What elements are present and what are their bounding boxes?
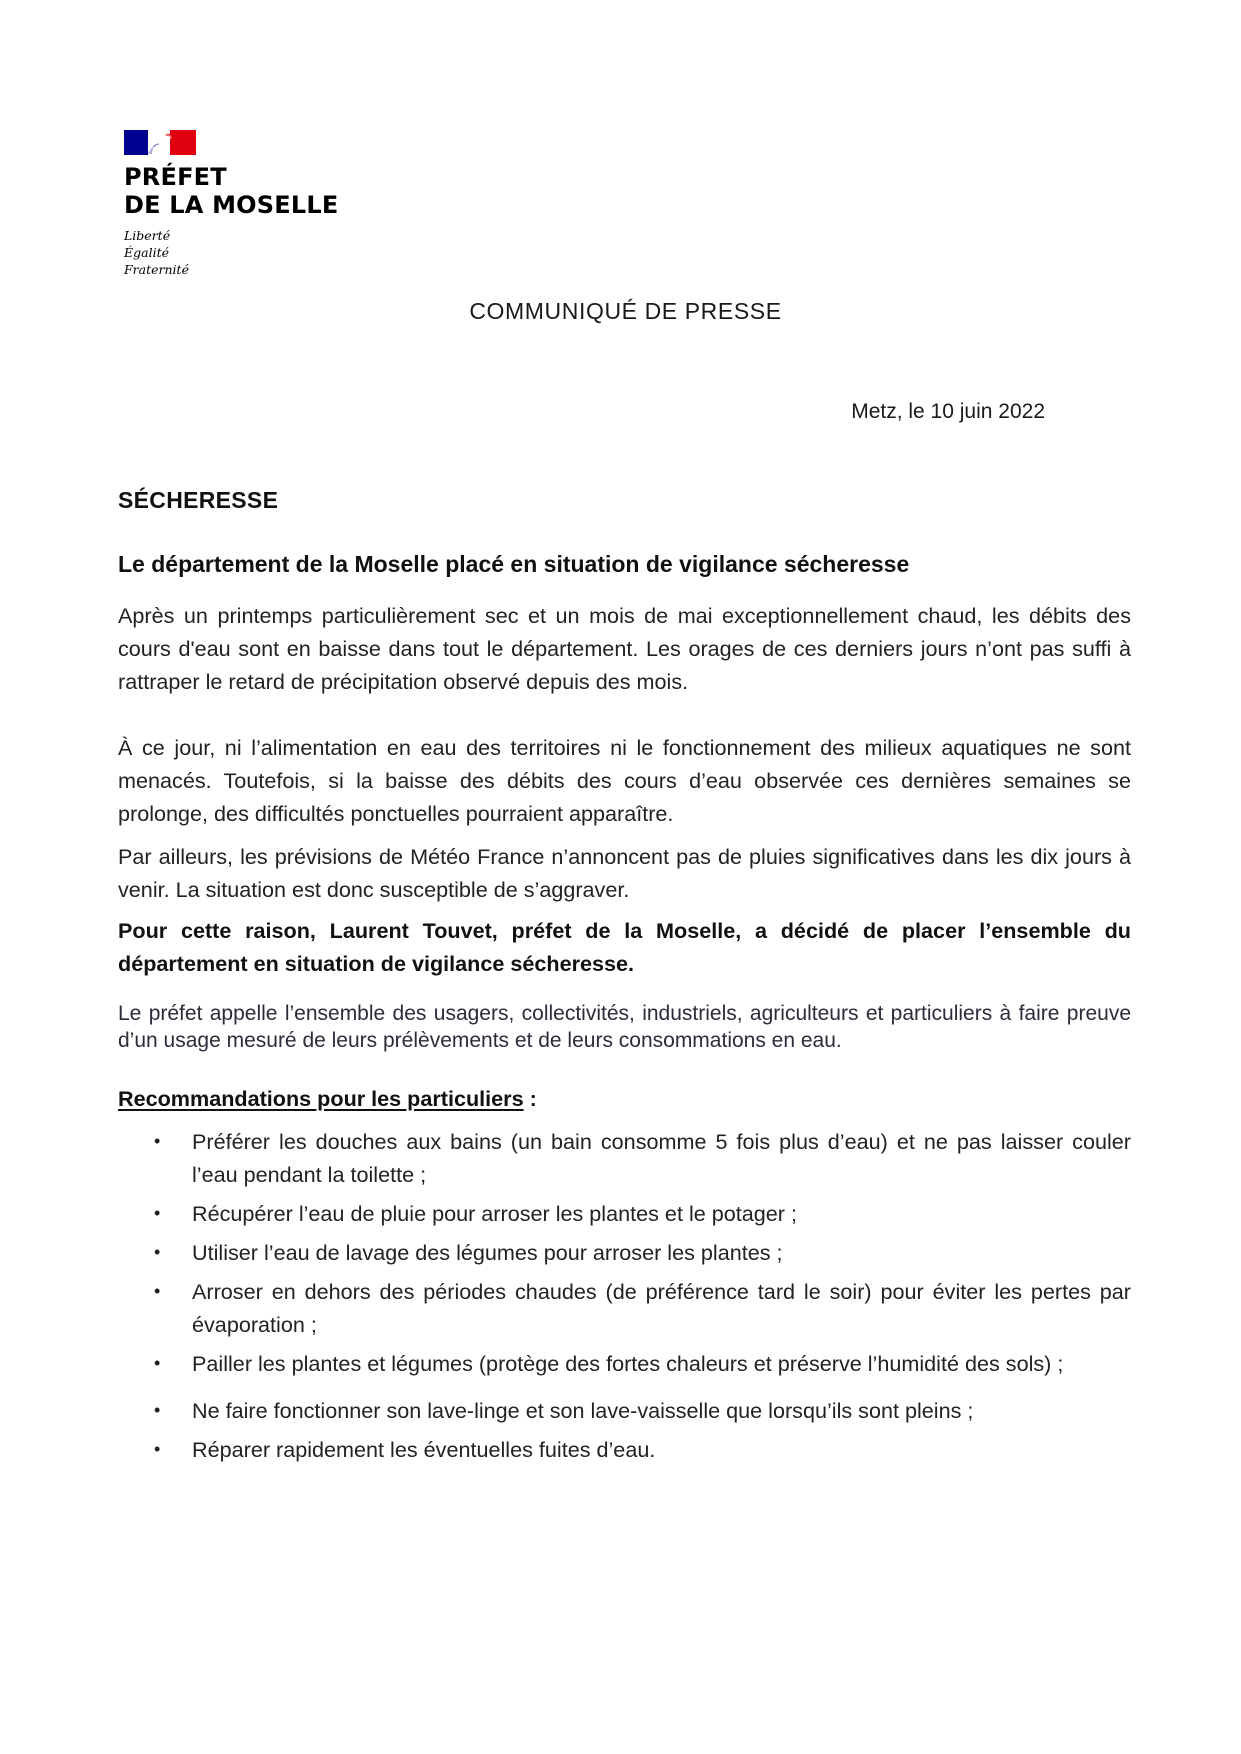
list-item-text: Réparer rapidement les éventuelles fuites d’eau. [192, 1437, 656, 1462]
recommendations-list [118, 1125, 1131, 1466]
paragraph-current-status: À ce jour, ni l’alimentation en eau des territoires ni le fonctionnement des milieux aquatiques ne sont menacés. Toutefois, si la baisse des débits des cours d’eau observée ces dernières semaines se prolonge, des difficultés ponctuelles pourraient apparaître. [118, 735, 1131, 826]
list-item-text: Arroser en dehors des périodes chaudes (de préférence tard le soir) pour éviter les pertes par évaporation ; [192, 1279, 1131, 1337]
bullet-icon: • [154, 1203, 161, 1223]
prefecture-logo-block [124, 130, 384, 278]
list-item [118, 1394, 1131, 1427]
motto-egalite: Égalité [124, 245, 169, 260]
motto-fraternite: Fraternité [124, 262, 189, 277]
list-item-text: Utiliser l’eau de lavage des légumes pour arroser les plantes ; [192, 1240, 783, 1265]
institution-line-2: DE LA MOSELLE [124, 191, 339, 219]
date-location-line: Metz, le 10 juin 2022 [851, 400, 1045, 423]
marianne-flag-logo-icon [124, 130, 196, 155]
press-release-body [118, 484, 1131, 1472]
recommendations-heading [118, 1082, 1131, 1115]
paragraph-context: Après un printemps particulièrement sec et un mois de mai exceptionnellement chaud, les débits des cours d'eau sont en baisse dans tout le département. Les orages de ces derniers jours n’ont pas suffi à rattraper le retard de précipitation observé depuis des mois. [118, 603, 1131, 694]
list-item-text: Préférer les douches aux bains (un bain consomme 5 fois plus d’eau) et ne pas laisser couler l’eau pendant la toilette ; [192, 1129, 1131, 1187]
paragraph-appeal: Le préfet appelle l’ensemble des usagers, collectivités, industriels, agriculteurs et particuliers à faire preuve d’un usage mesuré de leurs prélèvements et de leurs consommations en eau. [118, 1002, 1131, 1052]
bullet-icon: • [154, 1400, 161, 1420]
institution-line-1: PRÉFET [124, 163, 227, 191]
bullet-icon: • [154, 1353, 161, 1373]
list-item [118, 1347, 1131, 1380]
recommendations-heading-text: Recommandations pour les particuliers [118, 1086, 524, 1111]
bullet-icon: • [154, 1131, 161, 1151]
list-item-text: Récupérer l’eau de pluie pour arroser les plantes et le potager ; [192, 1201, 797, 1226]
motto-liberte: Liberté [124, 228, 171, 243]
list-item [118, 1433, 1131, 1466]
list-item [118, 1275, 1131, 1341]
institution-name [124, 163, 384, 219]
bullet-icon: • [154, 1439, 161, 1459]
paragraph-forecast: Par ailleurs, les prévisions de Météo France n’annoncent pas de pluies significatives dans les dix jours à venir. La situation est donc susceptible de s’aggraver. [118, 844, 1131, 902]
list-item [118, 1236, 1131, 1269]
bullet-icon: • [154, 1281, 161, 1301]
list-item [118, 1197, 1131, 1230]
recommendations-heading-suffix: : [523, 1086, 537, 1111]
document-type-title: COMMUNIQUÉ DE PRESSE [469, 298, 782, 324]
bullet-icon: • [154, 1242, 161, 1262]
republic-motto [124, 227, 384, 278]
headline: Le département de la Moselle placé en situation de vigilance sécheresse [118, 551, 910, 577]
section-title: SÉCHERESSE [118, 487, 279, 513]
paragraph-decision: Pour cette raison, Laurent Touvet, préfet de la Moselle, a décidé de placer l’ensemble du département en situation de vigilance sécheresse. [118, 918, 1131, 976]
list-item-text: Ne faire fonctionner son lave-linge et son lave-vaisselle que lorsqu’ils sont pleins ; [192, 1398, 974, 1423]
list-item-text: Pailler les plantes et légumes (protège des fortes chaleurs et préserve l’humidité des sols) ; [192, 1351, 1064, 1376]
list-item [118, 1125, 1131, 1191]
